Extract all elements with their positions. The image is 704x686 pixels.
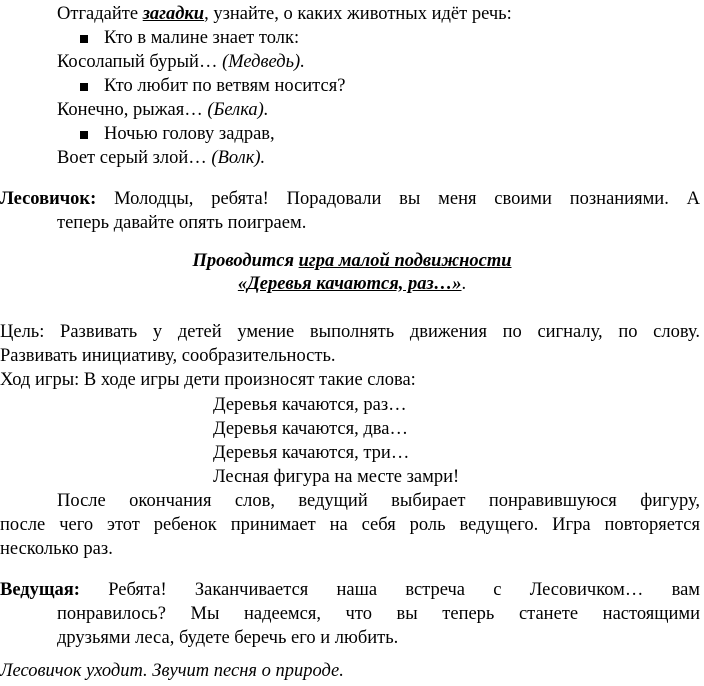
riddle-answer-3: Воет серый злой… (Волк). <box>57 148 266 168</box>
verse-line: Лесная фигура на месте замри! <box>213 467 460 487</box>
riddles-intro: Отгадайте загадки, узнайте, о каких животных идёт речь: <box>57 4 512 24</box>
lesovichok-line-2: теперь давайте опять поиграем. <box>57 213 307 233</box>
course-after-2: после чего этот ребенок принимает на себя роль ведущего. Игра повторяется <box>0 515 700 535</box>
bullet-icon <box>80 131 88 139</box>
course-after-1: После окончания слов, ведущий выбирает понравившуюся фигуру, <box>57 491 700 511</box>
goal-line-1: Цель: Развивать у детей умение выполнять движения по сигналу, по слову. <box>0 322 700 342</box>
bullet-icon <box>80 35 88 43</box>
verse-line: Деревья качаются, раз… <box>213 395 407 415</box>
riddle-answer-1: Косолапый бурый… (Медведь). <box>57 52 305 72</box>
riddle-question-2: Кто любит по ветвям носится? <box>104 76 346 96</box>
riddle-question-3: Ночью голову задрав, <box>104 124 275 144</box>
host-line-3: друзьями леса, будете беречь его и любить. <box>57 628 399 648</box>
goal-line-2: Развивать инициативу, сообразительность. <box>0 346 336 366</box>
host-line-2: понравилось? Мы надеемся, что вы теперь станете настоящими <box>57 604 700 624</box>
game-heading: Проводится игра малой подвижности <box>192 251 512 271</box>
course-intro: Ход игры: В ходе игры дети произносят такие слова: <box>0 370 416 390</box>
host-line-1: Ведущая: Ребята! Заканчивается наша встреча с Лесовичком… вам <box>0 580 700 600</box>
riddle-question-1: Кто в малине знает толк: <box>104 28 300 48</box>
closing-line: Лесовичок уходит. Звучит песня о природе. <box>0 661 344 681</box>
course-after-3: несколько раз. <box>0 539 113 559</box>
game-title: «Деревья качаются, раз…». <box>237 274 467 294</box>
riddle-answer-2: Конечно, рыжая… (Белка). <box>57 100 269 120</box>
verse-line: Деревья качаются, два… <box>213 419 408 439</box>
lesovichok-line-1: Лесовичок: Молодцы, ребята! Порадовали вы меня своими познаниями. А <box>0 189 700 209</box>
bullet-icon <box>80 83 88 91</box>
verse-line: Деревья качаются, три… <box>213 443 410 463</box>
